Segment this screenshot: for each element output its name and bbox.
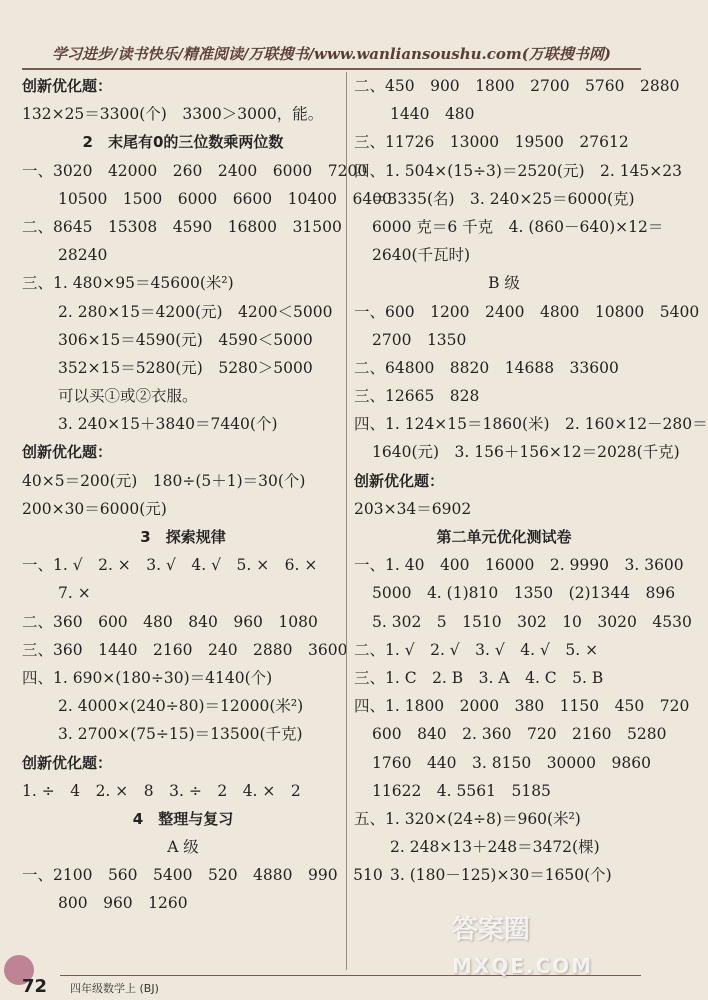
answer-line: 3. (180－125)×30＝1650(个) — [390, 866, 612, 885]
answer-line: 三、1. 480×95＝45600(米²) — [22, 274, 234, 293]
answer-line: 可以买①或②衣服。 — [58, 387, 198, 406]
answer-line: 二、360 600 480 840 960 1080 — [22, 612, 318, 631]
answer-line: 2. 4000×(240÷80)＝12000(米²) — [58, 697, 304, 716]
answer-line: 800 960 1260 — [58, 894, 188, 913]
answer-line: 创新优化题： — [354, 471, 445, 490]
answer-line: 132×25＝3300(个) 3300＞3000，能。 — [22, 105, 324, 124]
answer-line: 1440 480 — [390, 105, 475, 124]
answer-line: 4 整理与复习 — [132, 809, 234, 828]
answer-line: 2 末尾有0的三位数乘两位数 — [82, 133, 284, 152]
answer-line: 三、12665 828 — [354, 387, 480, 406]
answer-line: 306×15＝4590(元) 4590＜5000 — [58, 330, 313, 349]
answer-line: 3. 240×15＋3840＝7440(个) — [58, 415, 278, 434]
page-header: 学习进步/读书快乐/精准阅读/万联搜书/www.wanliansoushu.com(万联搜书网) — [52, 45, 611, 63]
answer-line: 2. 280×15＝4200(元) 4200＜5000 — [58, 302, 333, 321]
right-column — [354, 72, 708, 889]
answer-line: 2700 1350 — [372, 330, 467, 349]
answer-line: 创新优化题： — [22, 77, 113, 95]
answer-line: 1760 440 3. 8150 30000 9860 — [372, 753, 651, 772]
answer-line: 3. 2700×(75÷15)＝13500(千克) — [58, 725, 303, 744]
answer-line: 五、1. 320×(24÷8)＝960(米²) — [354, 809, 581, 828]
header-divider — [22, 68, 641, 70]
page-number: 72 — [22, 976, 48, 997]
answer-line: 一、1. √ 2. × 3. √ 4. √ 5. × 6. × — [22, 556, 318, 575]
answer-line: 2640(千瓦时) — [372, 246, 471, 265]
answer-line: 三、11726 13000 19500 27612 — [354, 133, 629, 152]
answer-line: 1640(元) 3. 156＋156×12＝2028(千克) — [372, 443, 680, 462]
answer-line: A 级 — [167, 838, 199, 857]
answer-line: 11622 4. 5561 5185 — [372, 781, 551, 800]
column-divider — [346, 72, 347, 970]
answer-line: 二、8645 15308 4590 16800 31500 — [22, 217, 342, 236]
answer-line: 3 探索规律 — [140, 528, 226, 546]
answer-line: 28240 — [58, 246, 108, 265]
answer-line: 第二单元优化测试卷 — [436, 528, 572, 546]
answer-line: 四、1. 1800 2000 380 1150 450 720 — [354, 697, 690, 716]
watermark-top-text: 答案圈 — [452, 915, 531, 945]
answer-line: 6000 克＝6 千克 4. (860－640)×12＝ — [372, 217, 664, 236]
answer-line: 5. 302 5 1510 302 10 3020 4530 — [372, 612, 692, 631]
answer-line: 一、1. 40 400 16000 2. 9990 3. 3600 — [354, 556, 684, 575]
answer-line: 一、2100 560 5400 520 4880 990 510 — [22, 866, 383, 885]
answer-line: 创新优化题： — [22, 753, 113, 772]
answer-line: 600 840 2. 360 720 2160 5280 — [372, 725, 667, 744]
answer-line: 2. 248×13＋248＝3472(棵) — [390, 838, 600, 857]
book-label: 四年级数学上 (BJ) — [70, 982, 159, 995]
answer-line: ＝3335(名) 3. 240×25＝6000(克) — [372, 189, 635, 208]
left-column — [22, 72, 392, 918]
answer-line: 创新优化题： — [22, 443, 113, 462]
answer-line: 203×34＝6902 — [354, 499, 472, 518]
answer-line: 10500 1500 6000 6600 10400 6400 — [58, 189, 392, 208]
answer-line: 三、1. C 2. B 3. A 4. C 5. B — [354, 668, 604, 687]
answer-line: 一、600 1200 2400 4800 10800 5400 — [354, 302, 700, 321]
answer-line: B 级 — [488, 274, 520, 293]
answer-line: 200×30＝6000(元) — [22, 499, 167, 518]
answer-line: 二、64800 8820 14688 33600 — [354, 358, 619, 377]
answer-line: 四、1. 504×(15÷3)＝2520(元) 2. 145×23 — [354, 161, 683, 180]
answer-line: 一、3020 42000 260 2400 6000 7200 — [22, 161, 368, 180]
answer-line: 四、1. 124×15＝1860(米) 2. 160×12－280＝ — [354, 415, 708, 434]
watermark-logo — [452, 912, 652, 992]
answer-line: 5000 4. (1)810 1350 (2)1344 896 — [372, 584, 676, 603]
answer-line: 1. ÷ 4 2. × 8 3. ÷ 2 4. × 2 — [22, 781, 301, 800]
answer-line: 7. × — [58, 584, 91, 603]
answer-line: 352×15＝5280(元) 5280＞5000 — [58, 358, 313, 377]
answer-line: 40×5＝200(元) 180÷(5＋1)＝30(个) — [22, 471, 306, 490]
answer-line: 四、1. 690×(180÷30)＝4140(个) — [22, 668, 273, 687]
watermark-bottom-text: MXQE.COM — [452, 954, 594, 978]
answer-line: 二、1. √ 2. √ 3. √ 4. √ 5. × — [354, 640, 599, 659]
answer-line: 三、360 1440 2160 240 2880 3600 — [22, 640, 348, 659]
answer-line: 二、450 900 1800 2700 5760 2880 — [354, 77, 680, 95]
